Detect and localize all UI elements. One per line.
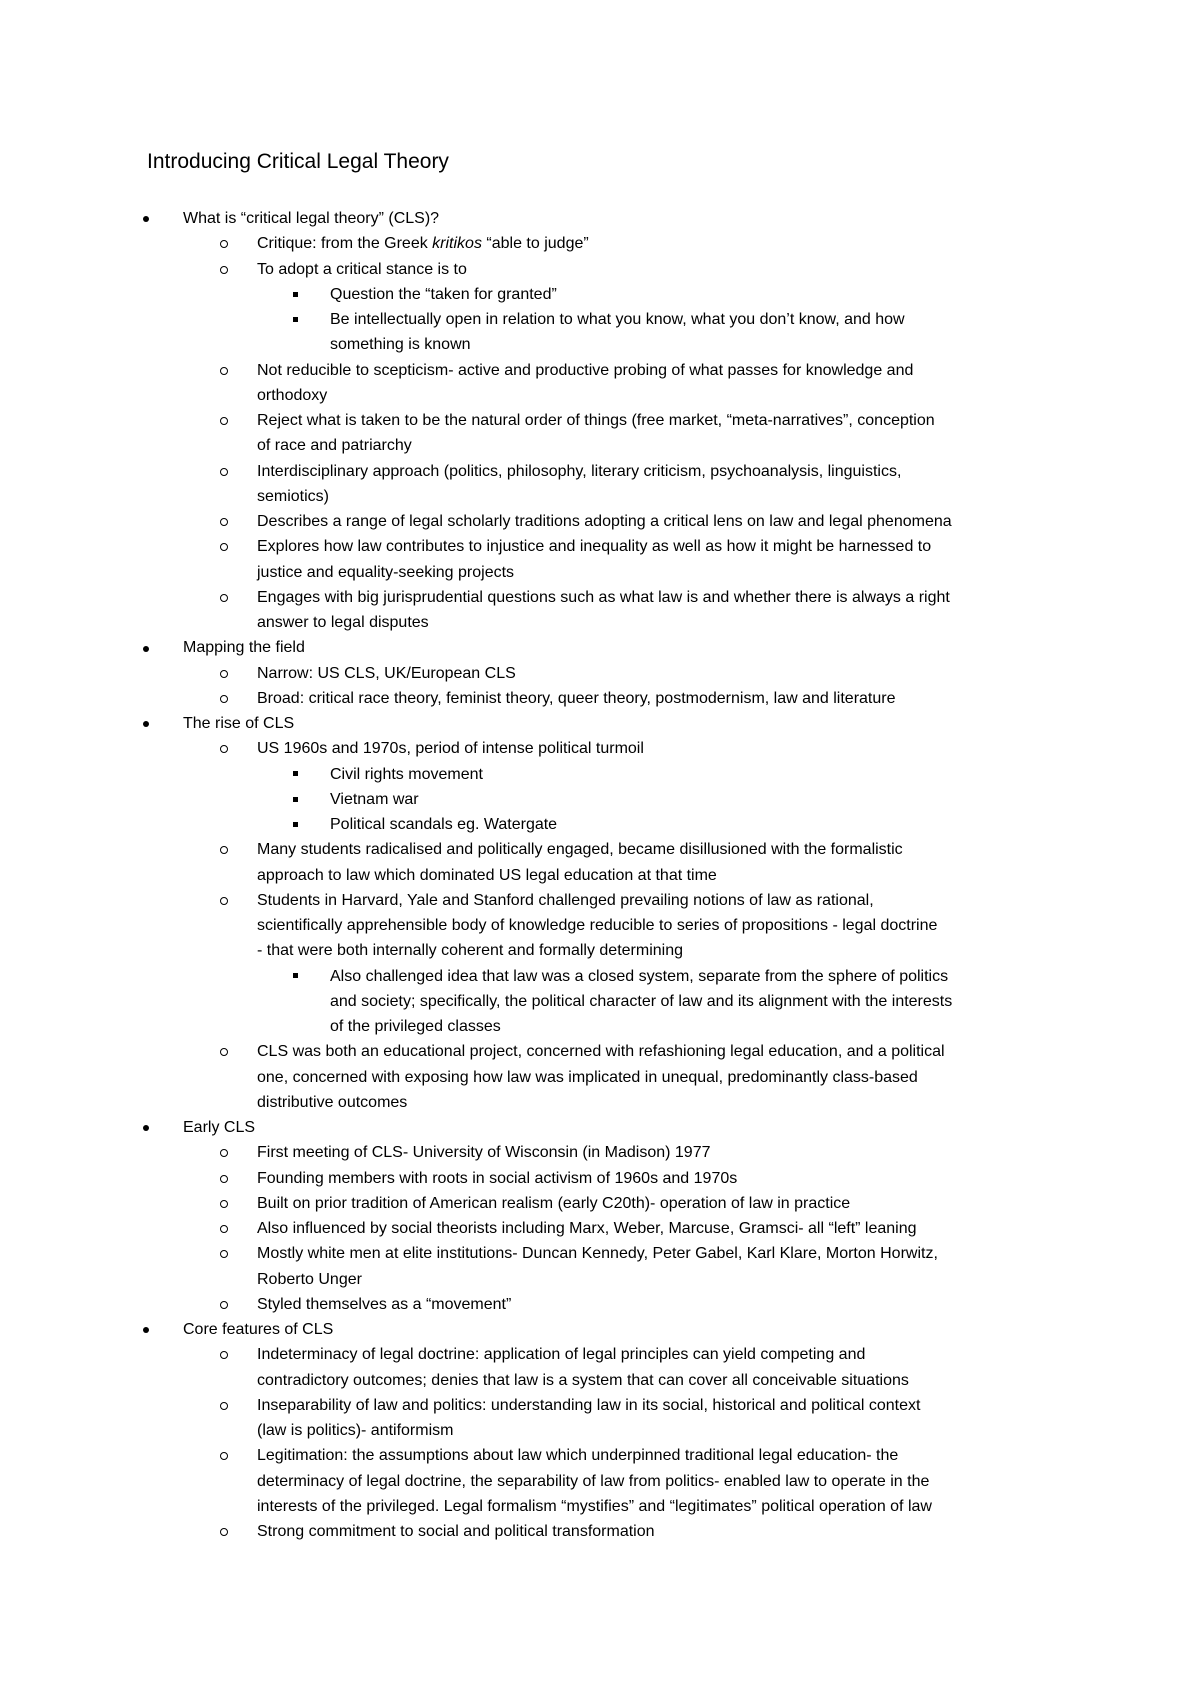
outline-text bbox=[257, 1393, 920, 1418]
text-run: Founding members with roots in social activism of 1960s and 1970s bbox=[257, 1169, 738, 1187]
outline-text bbox=[183, 1115, 255, 1140]
outline-text bbox=[257, 1241, 938, 1266]
text-run: Explores how law contributes to injustice and inequality as well as how it might be harnessed to bbox=[257, 538, 932, 556]
bullet-circle-icon bbox=[220, 1292, 228, 1317]
text-run: Roberto Unger bbox=[257, 1270, 362, 1288]
text-run: (law is politics)- antiformism bbox=[257, 1422, 454, 1439]
outline-item-level-2 bbox=[0, 1191, 1200, 1216]
text-run: Students in Harvard, Yale and Stanford challenged prevailing notions of law as rational, bbox=[257, 891, 874, 909]
outline-item-level-3 bbox=[0, 787, 1200, 812]
bullet-circle-icon bbox=[220, 408, 228, 433]
text-run: Many students radicalised and politically engaged, became disillusioned with the formalistic bbox=[257, 841, 903, 859]
bullet-disc-icon bbox=[143, 1317, 149, 1342]
bullet-circle-icon bbox=[220, 1241, 228, 1266]
text-run: Question the “taken for granted” bbox=[330, 285, 557, 303]
outline-text bbox=[257, 408, 935, 433]
outline-item-level-2-continuation bbox=[0, 938, 1200, 963]
outline-item-level-2 bbox=[0, 509, 1200, 534]
outline-text bbox=[257, 736, 644, 761]
outline-item-level-3 bbox=[0, 964, 1200, 989]
text-run: orthodoxy bbox=[257, 386, 328, 404]
outline-item-level-2-continuation bbox=[0, 433, 1200, 458]
text-run: Broad: critical race theory, feminist theory, queer theory, postmodernism, law and literature bbox=[257, 689, 896, 707]
text-run: First meeting of CLS- University of Wisconsin (in Madison) 1977 bbox=[257, 1144, 711, 1162]
outline-item-level-3 bbox=[0, 282, 1200, 307]
outline-text bbox=[330, 762, 483, 787]
outline-item-level-2-continuation bbox=[0, 1368, 1200, 1393]
text-run: Built on prior tradition of American realism (early C20th)- operation of law in practice bbox=[257, 1194, 851, 1212]
outline-item-level-3-continuation bbox=[0, 1014, 1200, 1039]
outline-text bbox=[257, 1065, 918, 1090]
text-run: CLS was both an educational project, concerned with refashioning legal education, and a political bbox=[257, 1043, 945, 1061]
text-run: answer to legal disputes bbox=[257, 614, 429, 631]
outline-item-level-2 bbox=[0, 1443, 1200, 1468]
outline-item-level-3-continuation bbox=[0, 332, 1200, 357]
outline-text bbox=[183, 1317, 333, 1342]
text-run: What is “critical legal theory” (CLS)? bbox=[183, 210, 440, 227]
outline-text bbox=[257, 938, 683, 963]
bullet-circle-icon bbox=[220, 736, 228, 761]
text-run: Also influenced by social theorists including Marx, Weber, Marcuse, Gramsci- all “left” leaning bbox=[257, 1220, 917, 1237]
bullet-circle-icon bbox=[220, 1519, 228, 1544]
outline-item-level-3 bbox=[0, 307, 1200, 332]
bullet-circle-icon bbox=[220, 509, 228, 534]
outline-text bbox=[330, 989, 952, 1014]
bullet-circle-icon bbox=[220, 585, 228, 610]
outline-text bbox=[257, 534, 931, 559]
outline-item-level-2 bbox=[0, 408, 1200, 433]
outline-text bbox=[257, 661, 516, 686]
text-run: approach to law which dominated US legal education at that time bbox=[257, 866, 717, 884]
bullet-circle-icon bbox=[220, 358, 228, 383]
text-run: Inseparability of law and politics: understanding law in its social, historical and political context bbox=[257, 1396, 921, 1414]
text-run: Political scandals eg. Watergate bbox=[330, 816, 558, 833]
text-run: Critique: from the Greek bbox=[257, 235, 433, 253]
outline-item-level-1 bbox=[0, 1115, 1200, 1140]
text-run: Legitimation: the assumptions about law which underpinned traditional legal education- the bbox=[257, 1447, 899, 1465]
outline-text bbox=[257, 1039, 945, 1064]
outline-text bbox=[257, 433, 412, 458]
outline-text bbox=[257, 1166, 737, 1191]
outline-item-level-3-continuation bbox=[0, 989, 1200, 1014]
text-run: US 1960s and 1970s, period of intense political turmoil bbox=[257, 740, 644, 758]
text-run: Civil rights movement bbox=[330, 765, 483, 783]
bullet-circle-icon bbox=[220, 1216, 228, 1241]
text-run: Not reducible to scepticism- active and productive probing of what passes for knowledge and bbox=[257, 361, 914, 379]
outline-text bbox=[257, 509, 952, 534]
outline-item-level-3 bbox=[0, 812, 1200, 837]
text-run: and society; specifically, the political character of law and its alignment with the interests bbox=[330, 992, 953, 1010]
outline-item-level-2 bbox=[0, 585, 1200, 610]
outline-text bbox=[257, 863, 717, 888]
outline-text bbox=[257, 585, 950, 610]
bullet-circle-icon bbox=[220, 837, 228, 862]
outline-item-level-1 bbox=[0, 711, 1200, 736]
outline-item-level-2 bbox=[0, 358, 1200, 383]
text-run: contradictory outcomes; denies that law is a system that can cover all conceivable situations bbox=[257, 1371, 909, 1389]
text-run: determinacy of legal doctrine, the separability of law from politics- enabled law to operate in the bbox=[257, 1472, 930, 1490]
outline-item-level-1 bbox=[0, 635, 1200, 660]
text-run: of the privileged classes bbox=[330, 1018, 501, 1035]
outline-text bbox=[257, 484, 329, 509]
bullet-square-icon bbox=[293, 762, 298, 787]
outline-text bbox=[330, 812, 557, 837]
bullet-square-icon bbox=[293, 812, 298, 837]
outline-item-level-2-continuation bbox=[0, 1469, 1200, 1494]
bullet-disc-icon bbox=[143, 711, 149, 736]
outline-item-level-2 bbox=[0, 257, 1200, 282]
bullet-circle-icon bbox=[220, 1443, 228, 1468]
outline-text bbox=[257, 257, 467, 282]
bullet-circle-icon bbox=[220, 1140, 228, 1165]
text-run: Engages with big jurisprudential questions such as what law is and whether there is always a right bbox=[257, 588, 950, 606]
outline-text bbox=[257, 1191, 850, 1216]
outline-item-level-2-continuation bbox=[0, 484, 1200, 509]
text-run: Reject what is taken to be the natural order of things (free market, “meta-narratives”, conception bbox=[257, 412, 935, 429]
outline-text bbox=[257, 686, 896, 711]
outline-item-level-2-continuation bbox=[0, 913, 1200, 938]
outline-item-level-2 bbox=[0, 1342, 1200, 1367]
outline-text bbox=[257, 913, 937, 938]
text-run: Strong commitment to social and political transformation bbox=[257, 1523, 655, 1540]
outline-item-level-2-continuation bbox=[0, 1065, 1200, 1090]
bullet-disc-icon bbox=[143, 1115, 149, 1140]
text-run: Mapping the field bbox=[183, 639, 305, 657]
text-run: Also challenged idea that law was a closed system, separate from the sphere of politics bbox=[330, 967, 949, 985]
bullet-circle-icon bbox=[220, 1393, 228, 1418]
text-run: Indeterminacy of legal doctrine: application of legal principles can yield competing and bbox=[257, 1346, 866, 1364]
text-run: something is known bbox=[330, 336, 471, 354]
text-run: one, concerned with exposing how law was implicated in unequal, predominantly class-based bbox=[257, 1068, 918, 1086]
text-run: Vietnam war bbox=[330, 790, 419, 808]
outline-text bbox=[257, 358, 913, 383]
outline-item-level-2 bbox=[0, 1140, 1200, 1165]
outline-item-level-2-continuation bbox=[0, 560, 1200, 585]
outline-text bbox=[183, 635, 305, 660]
italic-term: kritikos bbox=[432, 235, 482, 253]
outline-item-level-2 bbox=[0, 1216, 1200, 1241]
outline-text bbox=[257, 1494, 932, 1519]
text-run: To adopt a critical stance is to bbox=[257, 260, 467, 278]
outline-text bbox=[183, 206, 439, 231]
outline-text bbox=[330, 787, 419, 812]
bullet-circle-icon bbox=[220, 1039, 228, 1064]
outline-item-level-2 bbox=[0, 837, 1200, 862]
outline-text bbox=[330, 1014, 501, 1039]
bullet-circle-icon bbox=[220, 459, 228, 484]
text-run: Mostly white men at elite institutions- Duncan Kennedy, Peter Gabel, Karl Klare, Morton Horwitz, bbox=[257, 1245, 938, 1263]
outline-item-level-2 bbox=[0, 736, 1200, 761]
text-run: - that were both internally coherent and formally determining bbox=[257, 942, 683, 960]
outline-item-level-2 bbox=[0, 534, 1200, 559]
bullet-disc-icon bbox=[143, 206, 149, 231]
text-run: Styled themselves as a “movement” bbox=[257, 1295, 512, 1313]
outline-item-level-2-continuation bbox=[0, 863, 1200, 888]
outline-text bbox=[257, 1519, 655, 1544]
outline-item-level-1 bbox=[0, 206, 1200, 231]
bullet-disc-icon bbox=[143, 635, 149, 660]
bullet-circle-icon bbox=[220, 1166, 228, 1191]
outline-text bbox=[257, 1090, 407, 1115]
outline-item-level-2-continuation bbox=[0, 1267, 1200, 1292]
text-run: scientifically apprehensible body of knowledge reducible to series of propositions - legal doctrine bbox=[257, 917, 938, 934]
outline-text bbox=[330, 307, 905, 332]
outline-item-level-2 bbox=[0, 1241, 1200, 1266]
text-run: justice and equality-seeking projects bbox=[257, 563, 515, 581]
outline-item-level-2 bbox=[0, 1393, 1200, 1418]
text-run: Early CLS bbox=[183, 1119, 256, 1136]
outline-text bbox=[257, 610, 429, 635]
bullet-circle-icon bbox=[220, 1342, 228, 1367]
bullet-square-icon bbox=[293, 964, 298, 989]
bullet-square-icon bbox=[293, 787, 298, 812]
bullet-outline bbox=[0, 206, 1200, 1544]
bullet-circle-icon bbox=[220, 888, 228, 913]
outline-item-level-2 bbox=[0, 686, 1200, 711]
text-run: of race and patriarchy bbox=[257, 437, 412, 455]
outline-item-level-2 bbox=[0, 1039, 1200, 1064]
bullet-square-icon bbox=[293, 282, 298, 307]
outline-item-level-2 bbox=[0, 661, 1200, 686]
outline-text bbox=[257, 1443, 898, 1468]
outline-text bbox=[257, 1292, 511, 1317]
outline-text bbox=[257, 1469, 929, 1494]
outline-item-level-2-continuation bbox=[0, 383, 1200, 408]
text-run: The rise of CLS bbox=[183, 715, 295, 732]
bullet-circle-icon bbox=[220, 231, 228, 256]
outline-text bbox=[257, 1140, 711, 1165]
outline-item-level-3 bbox=[0, 762, 1200, 787]
outline-item-level-2-continuation bbox=[0, 1090, 1200, 1115]
text-run: interests of the privileged. Legal formalism “mystifies” and “legitimates” political operation of law bbox=[257, 1497, 932, 1515]
outline-text bbox=[257, 1216, 917, 1241]
text-run: Describes a range of legal scholarly traditions adopting a critical lens on law and legal phenomena bbox=[257, 513, 952, 530]
bullet-circle-icon bbox=[220, 661, 228, 686]
outline-text bbox=[330, 282, 557, 307]
outline-item-level-2 bbox=[0, 459, 1200, 484]
outline-item-level-2 bbox=[0, 1519, 1200, 1544]
bullet-circle-icon bbox=[220, 1191, 228, 1216]
outline-text bbox=[257, 837, 903, 862]
outline-item-level-2-continuation bbox=[0, 1494, 1200, 1519]
outline-item-level-2-continuation bbox=[0, 610, 1200, 635]
bullet-circle-icon bbox=[220, 534, 228, 559]
outline-text bbox=[257, 383, 327, 408]
text-run: Core features of CLS bbox=[183, 1321, 334, 1338]
outline-item-level-2 bbox=[0, 888, 1200, 913]
outline-text bbox=[257, 1267, 362, 1292]
text-run: Interdisciplinary approach (politics, philosophy, literary criticism, psychoanalysis, linguistics, bbox=[257, 462, 902, 480]
outline-text bbox=[257, 459, 901, 484]
text-run: Narrow: US CLS, UK/European CLS bbox=[257, 664, 516, 682]
outline-text bbox=[257, 888, 874, 913]
outline-text bbox=[330, 332, 471, 357]
text-run: Be intellectually open in relation to what you know, what you don’t know, and how bbox=[330, 311, 905, 328]
text-run: distributive outcomes bbox=[257, 1093, 408, 1111]
outline-item-level-1 bbox=[0, 1317, 1200, 1342]
text-run: semiotics) bbox=[257, 487, 330, 505]
outline-item-level-2 bbox=[0, 1166, 1200, 1191]
outline-text bbox=[257, 231, 589, 256]
document-title: Introducing Critical Legal Theory bbox=[147, 150, 449, 173]
outline-text bbox=[257, 560, 514, 585]
bullet-circle-icon bbox=[220, 257, 228, 282]
outline-text bbox=[183, 711, 294, 736]
outline-text bbox=[257, 1342, 865, 1367]
outline-text bbox=[257, 1368, 909, 1393]
outline-text bbox=[257, 1418, 453, 1443]
bullet-circle-icon bbox=[220, 686, 228, 711]
outline-item-level-2-continuation bbox=[0, 1418, 1200, 1443]
outline-text bbox=[330, 964, 948, 989]
text-run: “able to judge” bbox=[481, 235, 589, 253]
outline-item-level-2 bbox=[0, 231, 1200, 256]
outline-item-level-2 bbox=[0, 1292, 1200, 1317]
bullet-square-icon bbox=[293, 307, 298, 332]
